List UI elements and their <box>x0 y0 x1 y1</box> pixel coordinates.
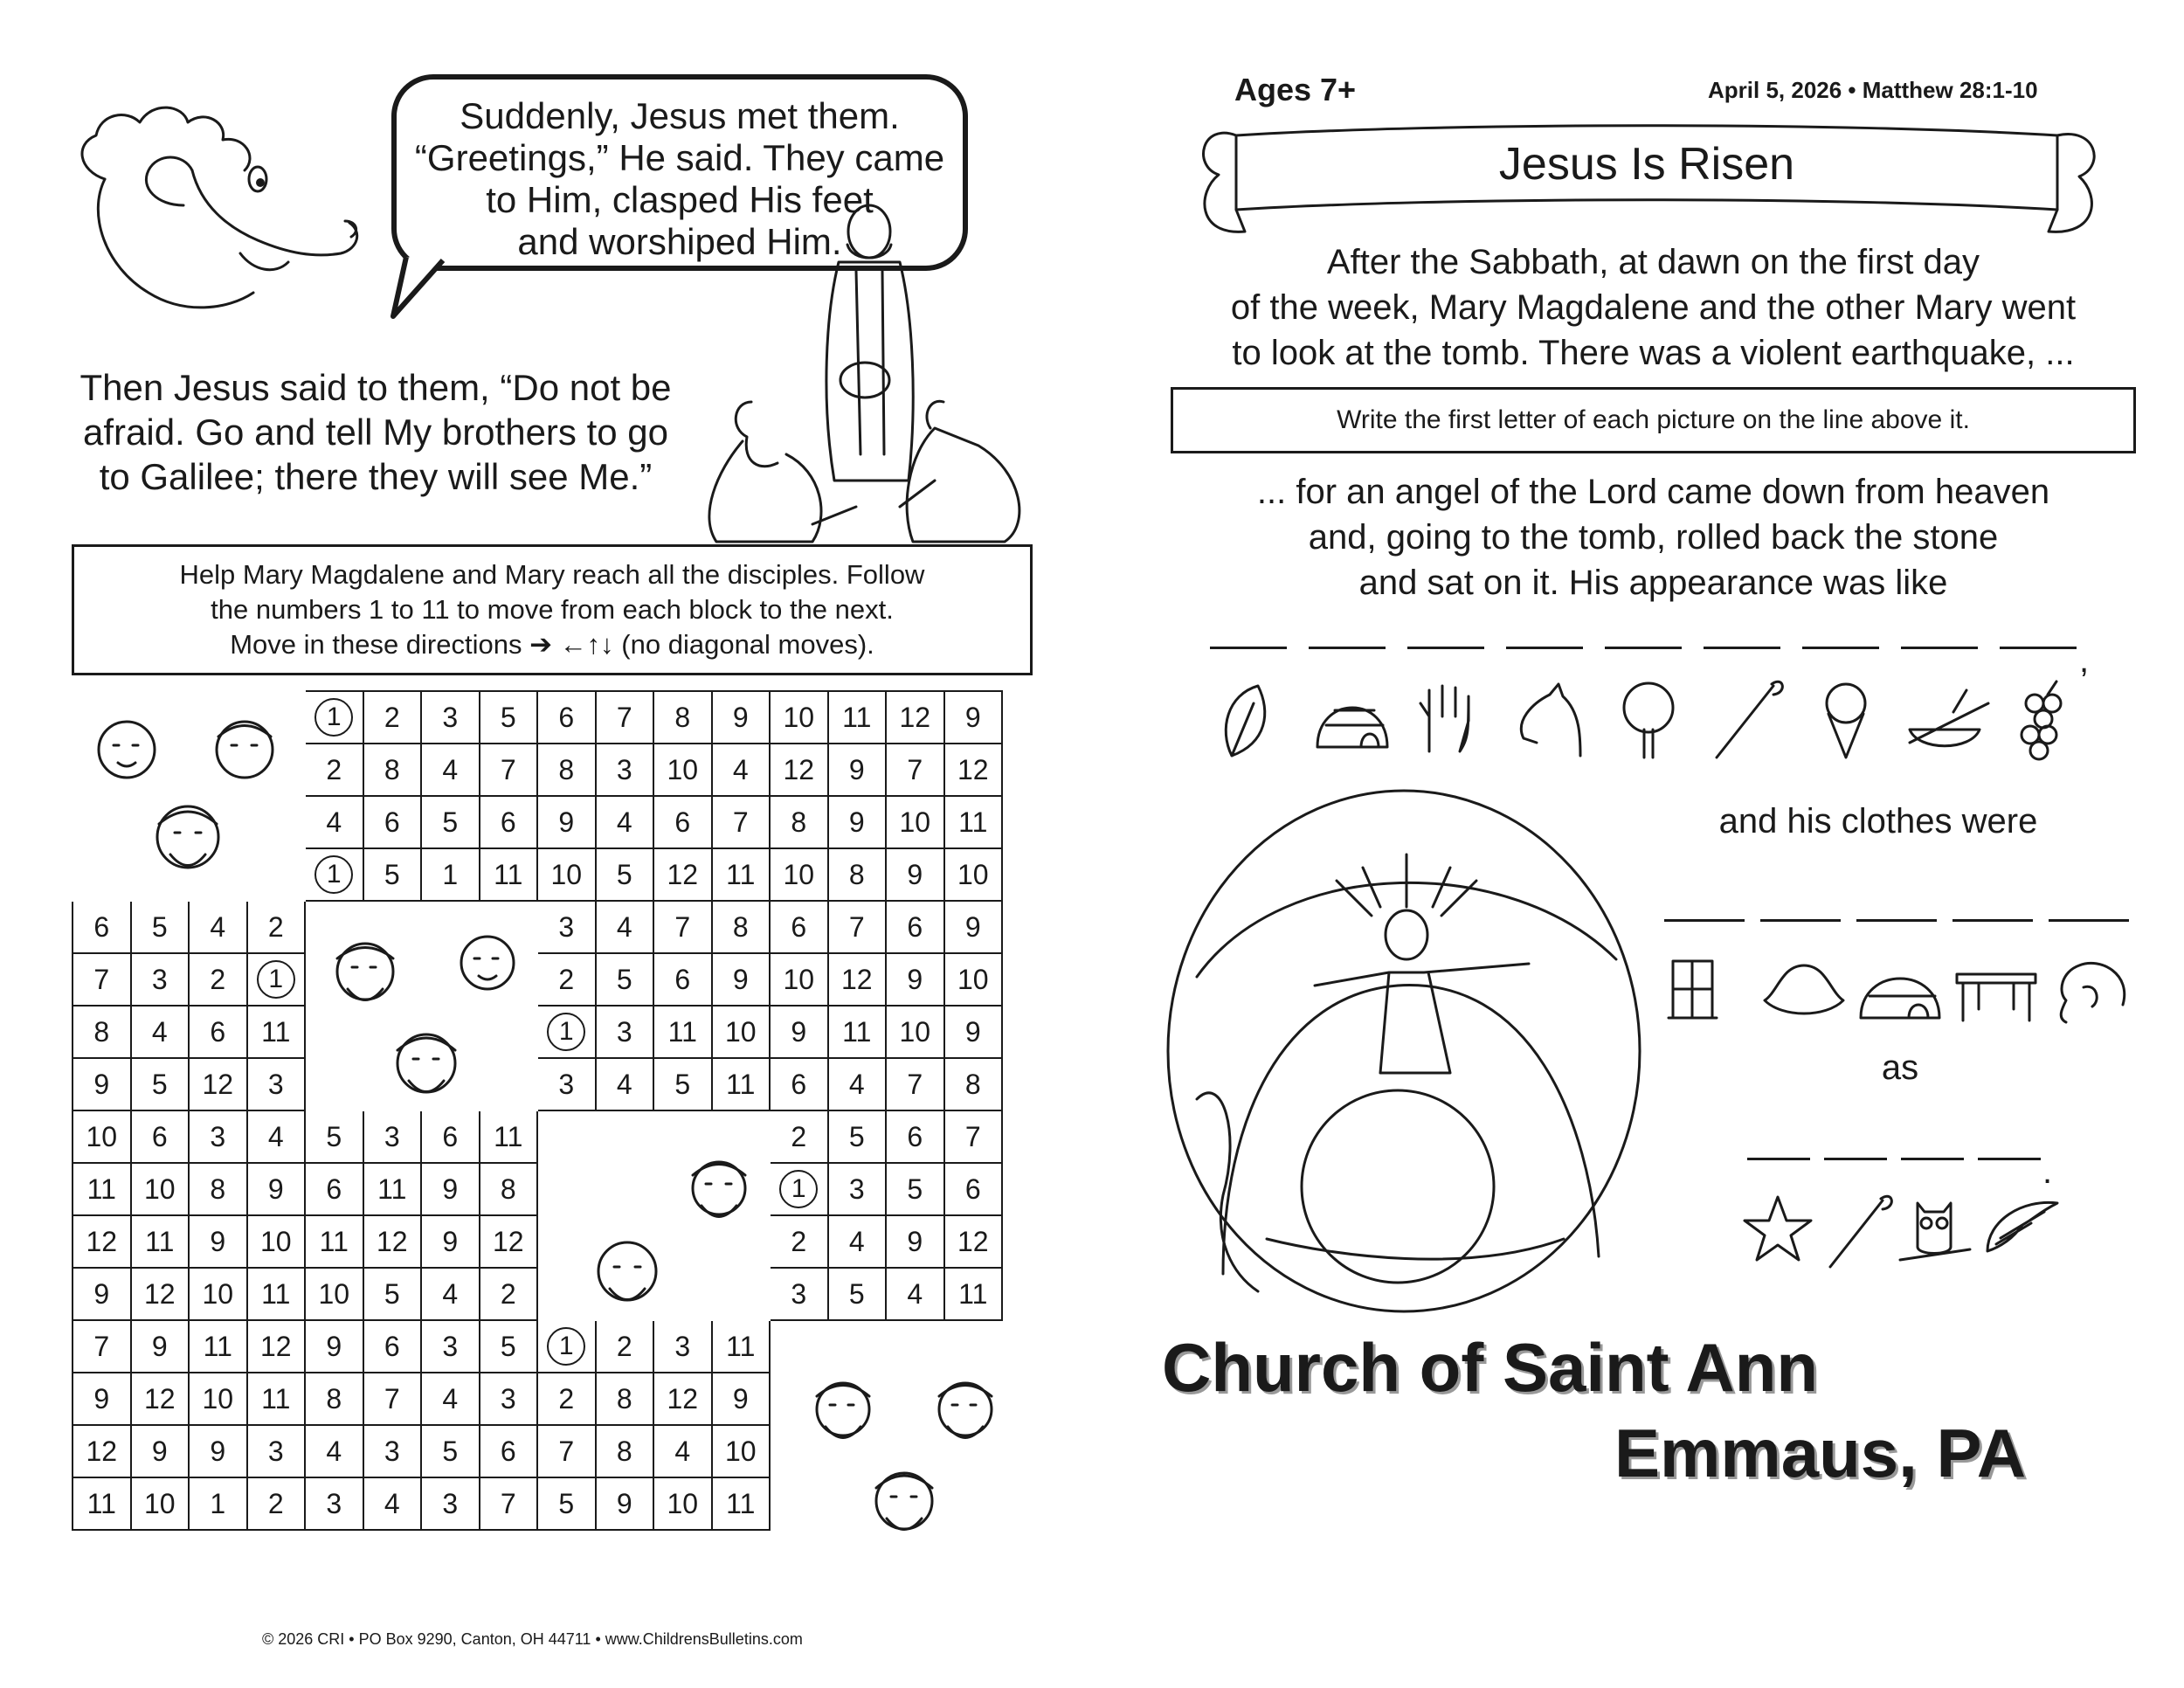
maze-cell: 5 <box>131 1058 190 1110</box>
horse-icon <box>1521 684 1580 756</box>
maze-cell: 10 <box>131 1477 190 1530</box>
maze-cell: 7 <box>886 744 944 796</box>
maze-cell: 12 <box>131 1373 190 1425</box>
letter-blank <box>1664 919 1745 922</box>
maze-cell: 11 <box>189 1320 247 1373</box>
passage-line: and, going to the tomb, rolled back the stone <box>1308 518 1999 557</box>
maze-cell: 9 <box>712 691 771 744</box>
maze-cell: 8 <box>305 1373 363 1425</box>
maze-cell: 11 <box>944 796 1003 848</box>
puzzle3-picture-row <box>1743 1190 2066 1273</box>
maze-cell: 4 <box>596 901 654 953</box>
puzzle2-blanks <box>1664 919 2136 945</box>
maze-cell: 10 <box>305 1268 363 1320</box>
maze-cell: 2 <box>305 744 363 796</box>
maze-cell: 9 <box>712 1373 771 1425</box>
maze-cell: 11 <box>305 1215 363 1268</box>
maze-cell: 7 <box>537 1425 596 1477</box>
maze-cell: 3 <box>770 1268 828 1320</box>
maze-cell: 8 <box>189 1163 247 1215</box>
maze-cell: 6 <box>363 796 422 848</box>
maze-cell: 11 <box>131 1215 190 1268</box>
maze-cell: 10 <box>712 1006 771 1058</box>
maze-cell: 6 <box>944 1163 1003 1215</box>
bubble-tail <box>389 253 450 323</box>
maze-cell: 12 <box>480 1215 538 1268</box>
maze-instructions <box>72 544 1033 675</box>
maze-cell: 10 <box>770 691 828 744</box>
maze-cell: 9 <box>131 1425 190 1477</box>
maze-cell: 7 <box>480 1477 538 1530</box>
maze-cell: 9 <box>189 1425 247 1477</box>
maze-cell: 3 <box>363 1110 422 1163</box>
maze-cell: 9 <box>886 953 944 1006</box>
maze-cell: 9 <box>421 1215 480 1268</box>
puzzle1-blanks <box>1210 641 2101 680</box>
maze-cell: 4 <box>421 1268 480 1320</box>
passage-line: to look at the tomb. There was a violent earthquake, ... <box>1232 334 2075 372</box>
maze-cell: 10 <box>653 744 712 796</box>
maze-cell: 4 <box>305 796 363 848</box>
maze-cell: 3 <box>131 953 190 1006</box>
maze-cell: 3 <box>421 1477 480 1530</box>
maze-cell: 10 <box>247 1215 306 1268</box>
maze-cell: 7 <box>480 744 538 796</box>
jesus-quote <box>52 365 699 499</box>
intro-passage <box>1171 239 2136 376</box>
maze-cell: 12 <box>944 1215 1003 1268</box>
maze-cell: 3 <box>596 1006 654 1058</box>
maze-cell: 10 <box>189 1373 247 1425</box>
jesus-and-women-illustration <box>681 192 1048 559</box>
start-circle: 1 <box>314 855 353 894</box>
maze-row <box>73 1268 1002 1320</box>
igloo-icon <box>1861 979 1939 1018</box>
maze-row <box>73 1110 1002 1163</box>
maze-cell: 10 <box>886 796 944 848</box>
maze-start-cell <box>247 953 306 1006</box>
maze-cell: 3 <box>537 901 596 953</box>
maze-cell: 5 <box>596 848 654 901</box>
maze-cell: 3 <box>305 1477 363 1530</box>
age-label: Ages 7+ <box>1234 72 1357 107</box>
maze-cell: 8 <box>537 744 596 796</box>
maze-cell: 4 <box>247 1110 306 1163</box>
maze-cell: 3 <box>421 1320 480 1373</box>
letter-blank <box>2049 919 2129 922</box>
date-scripture-reference: April 5, 2026 • Matthew 28:1-10 <box>1708 77 2038 103</box>
maze-cell: 1 <box>189 1477 247 1530</box>
maze-cell: 2 <box>247 1477 306 1530</box>
letter-blank <box>1704 647 1780 649</box>
maze-cell: 6 <box>189 1006 247 1058</box>
maze-cell: 6 <box>131 1110 190 1163</box>
puzzle3-blanks <box>1747 1152 2062 1191</box>
maze-cell: 8 <box>770 796 828 848</box>
maze-cell: 6 <box>653 953 712 1006</box>
maze-cell: 12 <box>73 1425 131 1477</box>
maze-cell: 5 <box>421 1425 480 1477</box>
maze-cell: 7 <box>828 901 887 953</box>
maze-cell: 9 <box>712 953 771 1006</box>
star-icon <box>1745 1197 1811 1260</box>
puzzle-instruction: Write the first letter of each picture on the line above it. <box>1171 387 2136 453</box>
continue-passage <box>1171 469 2136 605</box>
maze-cell: 7 <box>944 1110 1003 1163</box>
bubble-line: Suddenly, Jesus met them. <box>460 95 900 136</box>
maze-cell: 3 <box>480 1373 538 1425</box>
maze-cell: 7 <box>712 796 771 848</box>
letter-blank <box>1952 919 2033 922</box>
maze-cell: 12 <box>363 1215 422 1268</box>
maze-cell: 10 <box>712 1425 771 1477</box>
maze-cell: 11 <box>944 1268 1003 1320</box>
start-circle: 1 <box>547 1327 585 1366</box>
passage-line: and sat on it. His appearance was like <box>1358 564 1948 602</box>
maze-cell: 9 <box>596 1477 654 1530</box>
hat-icon <box>1765 965 1843 1013</box>
tree-icon <box>1624 683 1673 758</box>
maze-cell: 11 <box>828 1006 887 1058</box>
maze-cell: 4 <box>828 1058 887 1110</box>
maze-cell: 4 <box>653 1425 712 1477</box>
maze-cell: 2 <box>596 1320 654 1373</box>
puzzle1-picture-row <box>1210 677 2101 764</box>
maze-cell: 4 <box>363 1477 422 1530</box>
letter-blank <box>1506 647 1583 649</box>
maze-cell: 6 <box>363 1320 422 1373</box>
maze-start-cell <box>305 691 363 744</box>
window-icon <box>1669 961 1717 1018</box>
start-circle: 1 <box>779 1170 818 1208</box>
maze-cell: 4 <box>712 744 771 796</box>
letter-blank <box>1760 919 1841 922</box>
maze-cell: 11 <box>247 1006 306 1058</box>
leaf-icon <box>1226 686 1265 756</box>
maze-cell: 9 <box>944 901 1003 953</box>
needle-icon <box>1830 1196 1891 1267</box>
lamb-illustration <box>52 74 384 336</box>
maze-cell: 8 <box>828 848 887 901</box>
bubble-line: and worshiped Him. <box>517 221 842 262</box>
letter-blank <box>1747 1158 1810 1160</box>
maze-cell: 6 <box>480 1425 538 1477</box>
maze-cell: 11 <box>480 848 538 901</box>
maze-cell: 6 <box>770 901 828 953</box>
maze-start-cell <box>305 848 363 901</box>
maze-cell: 10 <box>770 848 828 901</box>
maze-cell: 9 <box>828 744 887 796</box>
maze-cell: 4 <box>596 796 654 848</box>
maze-cell: 5 <box>305 1110 363 1163</box>
maze-cell: 9 <box>944 691 1003 744</box>
puzzle2-picture-row <box>1664 952 2136 1031</box>
maze-cell: 12 <box>189 1058 247 1110</box>
quote-line: Then Jesus said to them, “Do not be <box>79 367 672 408</box>
maze-cell: 4 <box>131 1006 190 1058</box>
maze-cell: 8 <box>596 1373 654 1425</box>
maze-cell: 7 <box>653 901 712 953</box>
maze-cell: 3 <box>828 1163 887 1215</box>
maze-cell: 11 <box>73 1477 131 1530</box>
maze-cell: 9 <box>421 1163 480 1215</box>
maze-cell: 11 <box>712 848 771 901</box>
maze-cell: 7 <box>363 1373 422 1425</box>
maze-cell: 5 <box>828 1110 887 1163</box>
maze-cell: 11 <box>480 1110 538 1163</box>
maze-cell: 9 <box>770 1006 828 1058</box>
maze-cell: 5 <box>131 901 190 953</box>
maze-cell: 6 <box>653 796 712 848</box>
passage-line: After the Sabbath, at dawn on the first day <box>1326 243 1980 281</box>
letter-blank <box>1901 647 1978 649</box>
page-title: Jesus Is Risen <box>1498 139 1795 190</box>
maze-cell: 6 <box>73 901 131 953</box>
maze-cell: 11 <box>712 1058 771 1110</box>
maze-cell: 8 <box>712 901 771 953</box>
maze-cell: 12 <box>131 1268 190 1320</box>
maze-cell: 9 <box>944 1006 1003 1058</box>
maze-cell: 12 <box>653 848 712 901</box>
maze-cell: 12 <box>944 744 1003 796</box>
elephant-icon <box>2061 963 2125 1022</box>
maze-cell: 5 <box>596 953 654 1006</box>
clothes-text: and his clothes were <box>1718 802 2038 841</box>
maze-cell: 10 <box>131 1163 190 1215</box>
maze-cell: 4 <box>189 901 247 953</box>
maze-cell: 11 <box>712 1320 771 1373</box>
needle-icon <box>1717 681 1782 758</box>
maze-cell: 5 <box>421 796 480 848</box>
maze-cell: 11 <box>363 1163 422 1215</box>
maze-cell: 10 <box>537 848 596 901</box>
grapes-icon <box>2022 681 2061 759</box>
angel-at-tomb-illustration <box>1162 785 1647 1318</box>
letter-blank <box>2000 647 2077 649</box>
maze-cell: 9 <box>73 1058 131 1110</box>
maze-cell: 5 <box>537 1477 596 1530</box>
maze-cell: 10 <box>944 953 1003 1006</box>
maze-cell: 4 <box>421 1373 480 1425</box>
maze-cell: 9 <box>886 1215 944 1268</box>
maze-cell: 2 <box>770 1215 828 1268</box>
maze-cell: 7 <box>596 691 654 744</box>
maze-cell: 3 <box>189 1110 247 1163</box>
letter-blank <box>1802 647 1879 649</box>
letter-blank <box>1309 647 1386 649</box>
maze-cell: 11 <box>653 1006 712 1058</box>
letter-blank <box>1978 1158 2041 1160</box>
maze-cell: 2 <box>770 1110 828 1163</box>
disciples-group-3 <box>553 1140 784 1336</box>
church-location: Emmaus, PA <box>1614 1415 2027 1491</box>
maze-cell: 5 <box>480 1320 538 1373</box>
maze-cell: 11 <box>247 1268 306 1320</box>
nest-icon <box>1910 690 1988 746</box>
maze-cell: 2 <box>537 1373 596 1425</box>
maze-cell: 2 <box>247 901 306 953</box>
maze-cell: 8 <box>596 1425 654 1477</box>
glove-icon <box>1420 686 1469 751</box>
maze-cell: 6 <box>886 1110 944 1163</box>
maze-cell: 1 <box>421 848 480 901</box>
maze-cell: 5 <box>653 1058 712 1110</box>
maze-cell: 5 <box>886 1163 944 1215</box>
maze-cell: 8 <box>73 1006 131 1058</box>
maze-cell: 4 <box>305 1425 363 1477</box>
maze-cell: 8 <box>480 1163 538 1215</box>
letter-blank <box>1824 1158 1887 1160</box>
letter-blank <box>1407 647 1484 649</box>
maze-cell: 6 <box>886 901 944 953</box>
as-text: as <box>1881 1048 1919 1087</box>
maze-cell: 3 <box>421 691 480 744</box>
owl-icon <box>1900 1203 1970 1260</box>
maze-cell: 2 <box>189 953 247 1006</box>
maze-cell: 11 <box>73 1163 131 1215</box>
maze-cell: 8 <box>653 691 712 744</box>
disciples-group-1 <box>79 697 297 893</box>
start-circle: 1 <box>547 1013 585 1051</box>
maze-cell: 9 <box>73 1373 131 1425</box>
maze-cell: 12 <box>828 953 887 1006</box>
maze-cell: 7 <box>73 1320 131 1373</box>
maze-cell: 12 <box>653 1373 712 1425</box>
maze-cell: 2 <box>363 691 422 744</box>
maze-cell: 2 <box>480 1268 538 1320</box>
maze-cell: 11 <box>828 691 887 744</box>
table-icon <box>1957 974 2035 1020</box>
maze-cell: 6 <box>537 691 596 744</box>
bubble-line: “Greetings,” He said. They came <box>414 137 945 178</box>
igloo-icon <box>1317 708 1387 747</box>
maze-cell: 3 <box>247 1058 306 1110</box>
maze-cell: 12 <box>247 1320 306 1373</box>
maze-start-cell <box>537 1006 596 1058</box>
maze-cell: 10 <box>653 1477 712 1530</box>
letter-blank <box>1605 647 1682 649</box>
maze-cell: 6 <box>480 796 538 848</box>
maze-cell: 12 <box>73 1215 131 1268</box>
maze-cell: 7 <box>886 1058 944 1110</box>
maze-cell: 8 <box>363 744 422 796</box>
maze-cell: 4 <box>828 1215 887 1268</box>
maze-cell: 10 <box>73 1110 131 1163</box>
copyright-footer: © 2026 CRI • PO Box 9290, Canton, OH 44711 • www.ChildrensBulletins.com <box>262 1630 803 1648</box>
maze-cell: 6 <box>305 1163 363 1215</box>
maze-cell: 4 <box>596 1058 654 1110</box>
maze-cell: 3 <box>596 744 654 796</box>
maze-cell: 9 <box>189 1215 247 1268</box>
maze-cell: 4 <box>886 1268 944 1320</box>
maze-cell: 5 <box>480 691 538 744</box>
punctuation: , <box>2079 641 2090 680</box>
maze-cell: 5 <box>363 1268 422 1320</box>
quote-line: to Galilee; there they will see Me.” <box>99 456 653 497</box>
maze-cell: 10 <box>886 1006 944 1058</box>
wing-icon <box>1987 1202 2057 1251</box>
maze-cell: 11 <box>247 1373 306 1425</box>
maze-cell: 10 <box>944 848 1003 901</box>
maze-cell: 6 <box>770 1058 828 1110</box>
maze-row <box>73 1163 1002 1215</box>
maze-cell: 3 <box>247 1425 306 1477</box>
maze-cell: 6 <box>421 1110 480 1163</box>
letter-blank <box>1210 647 1287 649</box>
punctuation: . <box>2042 1152 2053 1191</box>
bubble-line: to Him, clasped His feet <box>486 179 874 220</box>
maze-cell: 11 <box>712 1477 771 1530</box>
maze-cell: 9 <box>131 1320 190 1373</box>
maze-cell: 3 <box>653 1320 712 1373</box>
maze-cell: 4 <box>421 744 480 796</box>
maze-cell: 9 <box>73 1268 131 1320</box>
instruction-line: Move in these directions ➔ ←↑↓ (no diagonal moves). <box>230 629 874 660</box>
maze-cell: 10 <box>770 953 828 1006</box>
maze-cell: 9 <box>886 848 944 901</box>
maze-cell: 9 <box>828 796 887 848</box>
letter-blank <box>1856 919 1937 922</box>
maze-cell: 12 <box>886 691 944 744</box>
church-name: Church of Saint Ann <box>1162 1329 1819 1406</box>
maze-cell: 9 <box>305 1320 363 1373</box>
maze-cell: 9 <box>247 1163 306 1215</box>
ice-cream-icon <box>1827 684 1865 758</box>
maze-cell: 3 <box>537 1058 596 1110</box>
letter-blank <box>1901 1158 1964 1160</box>
maze-cell: 8 <box>944 1058 1003 1110</box>
maze-cell: 5 <box>828 1268 887 1320</box>
maze-cell: 12 <box>770 744 828 796</box>
disciples-group-2 <box>313 919 544 1115</box>
maze-cell: 9 <box>537 796 596 848</box>
maze-row <box>73 1215 1002 1268</box>
maze-cell: 2 <box>537 953 596 1006</box>
passage-line: ... for an angel of the Lord came down from heaven <box>1256 473 2050 511</box>
maze-cell: 7 <box>73 953 131 1006</box>
quote-line: afraid. Go and tell My brothers to go <box>82 412 668 453</box>
passage-line: of the week, Mary Magdalene and the other Mary went <box>1230 288 2077 327</box>
start-circle: 1 <box>257 960 295 999</box>
disciples-group-4 <box>791 1361 1022 1557</box>
instruction-line: Help Mary Magdalene and Mary reach all the disciples. Follow <box>179 559 925 590</box>
maze-cell: 10 <box>189 1268 247 1320</box>
maze-cell: 3 <box>363 1425 422 1477</box>
maze-cell: 5 <box>363 848 422 901</box>
instruction-line: the numbers 1 to 11 to move from each block to the next. <box>211 594 894 625</box>
start-circle: 1 <box>314 698 353 737</box>
